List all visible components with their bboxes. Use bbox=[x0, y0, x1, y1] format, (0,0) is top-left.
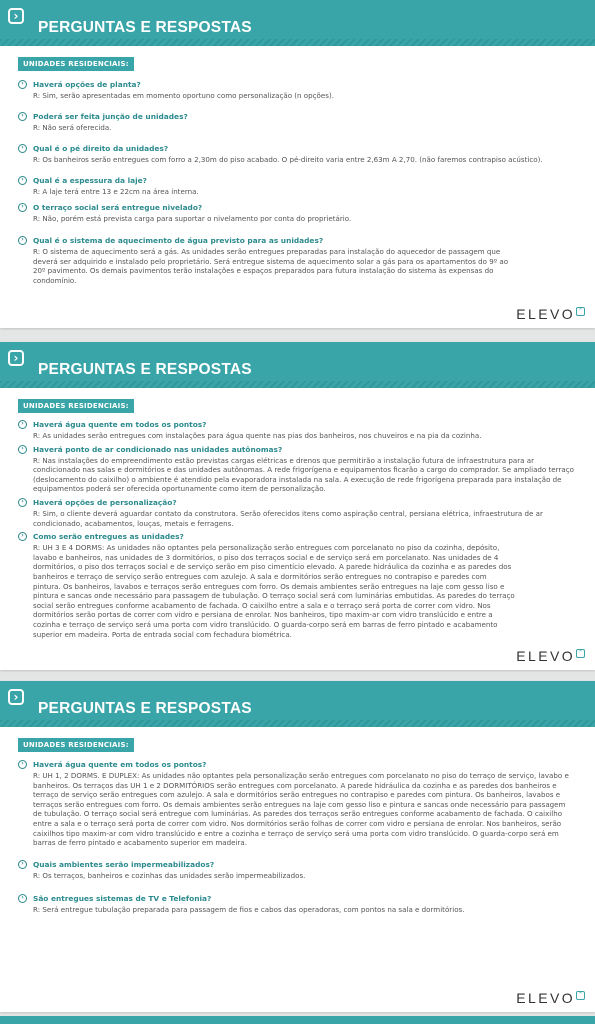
question: Quais ambientes serão impermeabilizados? bbox=[33, 859, 215, 869]
elevo-logo: ELEVO ^ bbox=[516, 306, 585, 322]
question: Haverá ponto de ar condicionado nas unidades autônomas? bbox=[33, 444, 283, 454]
qa-item bbox=[18, 176, 575, 197]
answer: R: Os terraços, banheiros e cozinhas das unidades serão impermeabilizados. bbox=[33, 870, 306, 880]
answer: R: A laje terá entre 13 e 22cm na área interna. bbox=[33, 186, 199, 196]
card-title: PERGUNTAS E RESPOSTAS bbox=[38, 700, 252, 717]
header-stripe bbox=[0, 720, 595, 727]
faq-card-1 bbox=[0, 0, 595, 328]
section-badge: UNIDADES RESIDENCIAIS: bbox=[18, 399, 134, 413]
logo-mark-icon: ^ bbox=[576, 649, 585, 658]
chevron-right-icon: › bbox=[8, 8, 24, 24]
question: Haverá opções de personalização? bbox=[33, 497, 177, 507]
question: Poderá ser feita junção de unidades? bbox=[33, 111, 188, 121]
answer: R: As unidades serão entregues com instalações para água quente nas pias dos banheiros, nos chuveiros e na pia da cozinha. bbox=[33, 431, 482, 440]
answer: R: O sistema de aquecimento será a gás. As unidades serão entregues preparadas para instalação do aquecedor de passagem que deverá ser adquirido e instalado pelo proprietário. Será entregue sistema de aquecimento solar a gás para os apartamentos do 9º ao 20º pavimento. Os demais pavimentos terão instalações e espaços preparados para futura instalação do sistema às expensas do condomínio. bbox=[33, 246, 509, 285]
qa-item bbox=[18, 498, 575, 528]
card-header bbox=[0, 681, 595, 727]
qa-item bbox=[18, 236, 575, 285]
question: São entregues sistemas de TV e Telefonia? bbox=[33, 894, 212, 904]
qa-item bbox=[18, 420, 575, 441]
logo-mark-icon: ^ bbox=[576, 991, 585, 1000]
answer: R: Os banheiros serão entregues com forro a 2,30m do piso acabado. O pé-direito varia entre 2,63m A 2,70. (não faremos contrapiso acústico). bbox=[33, 155, 543, 165]
question: Como serão entregues as unidades? bbox=[33, 532, 184, 542]
qa-item bbox=[18, 112, 575, 133]
section-badge: UNIDADES RESIDENCIAIS: bbox=[18, 57, 134, 71]
question: Qual é o pé direito da unidades? bbox=[33, 144, 169, 154]
qa-item bbox=[18, 760, 575, 848]
card-header bbox=[0, 1016, 595, 1024]
logo-mark-icon: ^ bbox=[576, 307, 585, 316]
faq-card-4-partial bbox=[0, 1016, 595, 1024]
faq-card-2 bbox=[0, 342, 595, 670]
question: Qual é o sistema de aquecimento de água previsto para as unidades? bbox=[33, 235, 324, 245]
question: O terraço social será entregue nivelado? bbox=[33, 203, 203, 213]
qa-item bbox=[18, 532, 575, 639]
answer: R: Nas instalações do empreendimento estão previstas cargas elétricas e drenos que permitirão a instalação futura de infraestrutura para ar condicionado nas salas e dormitórios e das unidades autônomas. A rede frigorígena e equipamentos ficarão a cargo do comprador. Se ampliado terraço (deslocamento do caixilho) o ambiente é atendido pela evaporadora instalada na sala. A execução de rede frigorígena preparada para instalação de equipamentos poderá ser oferecida oportunamente como item de personalização. bbox=[33, 455, 574, 494]
qa-item bbox=[18, 80, 575, 101]
chevron-circle-icon: › bbox=[18, 894, 27, 903]
answer: R: Sim, serão apresentadas em momento oportuno como personalização (n opções). bbox=[33, 91, 334, 100]
answer: R: Não, porém está prevista carga para suportar o nivelamento por conta do proprietário. bbox=[33, 214, 352, 224]
answer: R: Será entregue tubulação preparada para passagem de fios e cabos das operadoras, com pontos na sala e dormitórios. bbox=[33, 905, 465, 915]
card-header bbox=[0, 342, 595, 388]
section-badge: UNIDADES RESIDENCIAIS: bbox=[18, 738, 134, 752]
qa-item bbox=[18, 860, 575, 881]
chevron-right-icon: › bbox=[8, 350, 24, 366]
question: Qual é a espessura da laje? bbox=[33, 175, 147, 185]
chevron-circle-icon: › bbox=[18, 144, 27, 153]
header-stripe bbox=[0, 39, 595, 46]
question: Haverá água quente em todos os pontos? bbox=[33, 760, 207, 769]
chevron-circle-icon: › bbox=[18, 203, 27, 212]
chevron-circle-icon: › bbox=[18, 860, 27, 869]
header-stripe bbox=[0, 381, 595, 388]
answer: R: UH 1, 2 DORMS. E DUPLEX: As unidades não optantes pela personalização serão entregues com porcelanato no piso do terraço de serviço, lavabo e banheiros. Os terraços das UH 1 e 2 DORMITÓRIOS serão entregues com porcelanato. A parede hidráulica da cozinha e as paredes dos banheiros e terraço de serviço serão entregues com azulejo. A sala e dormitórios serão entregues no contrapiso e paredes com pintura. Os banheiros, lavabos e terraços serão entregues com forro. Os demais ambientes serão entregues na laje com gesso liso e pintura e sancas onde necessário para passagem de tubulação. O terraço social será entregue com luminárias. As paredes dos terraços serão entregues conforme acabamento de fachada. O caixilho entre a sala e o terraço será porta de correr com vidro. Nos dormitórios serão folhas de correr com vidro e persiana de enrolar. Nos banheiros, serão caixilhos tipo maxim-ar com vidro translúcido e entre a cozinha e terraço de serviço será uma porta com vidro translúcido. O guarda-corpo será em barras de ferro pintado e acabamento superior em madeira. bbox=[33, 771, 569, 848]
question: Haverá opções de planta? bbox=[33, 80, 141, 89]
question: Haverá água quente em todos os pontos? bbox=[33, 420, 207, 429]
chevron-circle-icon: › bbox=[18, 760, 27, 769]
qa-item bbox=[18, 445, 575, 494]
chevron-circle-icon: › bbox=[18, 532, 27, 541]
faq-card-3 bbox=[0, 681, 595, 1012]
chevron-right-icon: › bbox=[8, 689, 24, 705]
qa-item bbox=[18, 203, 575, 224]
answer: R: Não será oferecida. bbox=[33, 122, 112, 132]
chevron-circle-icon: › bbox=[18, 176, 27, 185]
elevo-logo: ELEVO ^ bbox=[516, 648, 585, 664]
qa-item bbox=[18, 144, 575, 165]
chevron-circle-icon: › bbox=[18, 80, 27, 89]
qa-item bbox=[18, 894, 575, 915]
chevron-circle-icon: › bbox=[18, 236, 27, 245]
chevron-circle-icon: › bbox=[18, 498, 27, 507]
chevron-circle-icon: › bbox=[18, 445, 27, 454]
answer: R: UH 3 E 4 DORMS: As unidades não optantes pela personalização serão entregues com porcelanato no piso da cozinha, depósito, lavabo e banheiros, nas unidades de 3 dormitórios, o piso dos terraços social e de serviço será em porcelanato. Nas unidades de 4 dormitórios, o piso dos terraços social e de serviço serão em piso cimentício elevado. A parede hidráulica da cozinha e as paredes dos banheiros e terraço de serviço serão entregues com azulejo. A sala e dormitórios serão entregues no contrapiso e paredes com pintura. Os banheiros, lavabos e terraços serão entregues com forro. Os demais ambientes serão entregues na laje com gesso liso e pintura e sancas onde necessário para passagem de tubulação. O terraço social será com luminárias embutidas. As paredes do terraço social serão entregues conforme acabamento de fachada. O caixilho entre a sala e o terraço será porta de correr com vidro. Nos dormitórios serão portas de correr com vidro e persiana de enrolar. Nos banheiros, tipo maxim-ar com vidro translúcido e entre a cozinha e terraço de serviço será uma porta com vidro translúcido. O guarda-corpo será em barras de ferro pintado e acabamento superior em madeira. Porta de entrada social com fechadura biométrica. bbox=[33, 543, 515, 639]
card-header bbox=[0, 0, 595, 46]
chevron-circle-icon: › bbox=[18, 112, 27, 121]
answer: R: Sim, o cliente deverá aguardar contato da construtora. Serão oferecidos itens como aspiração central, persiana elétrica, infraestrutura de ar condicionado, acabamentos, louças, metais e ferragens. bbox=[33, 508, 543, 528]
chevron-circle-icon: › bbox=[18, 420, 27, 429]
card-title: PERGUNTAS E RESPOSTAS bbox=[38, 361, 252, 378]
elevo-logo: ELEVO ^ bbox=[516, 990, 585, 1006]
card-title: PERGUNTAS E RESPOSTAS bbox=[38, 19, 252, 36]
